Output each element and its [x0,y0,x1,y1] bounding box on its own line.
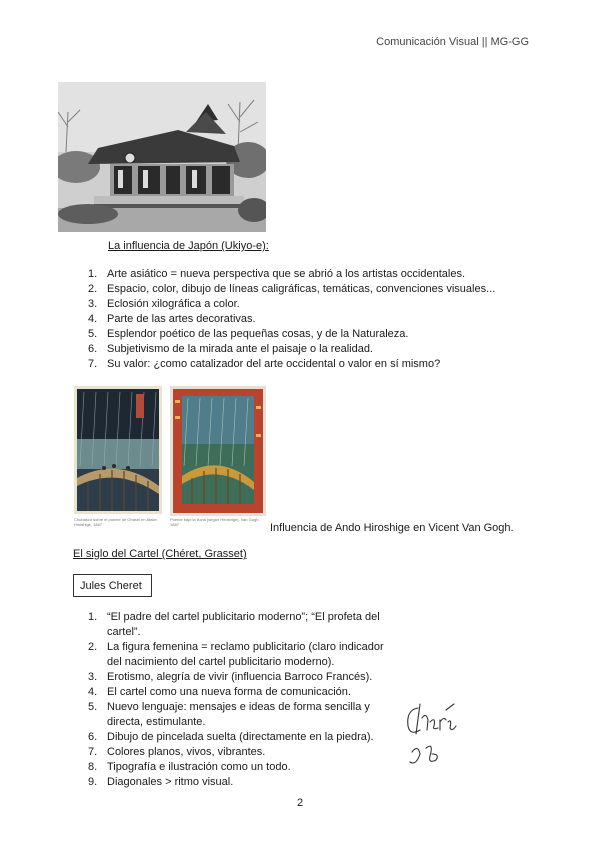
list-item: 1. “El padre del cartel publicitario moderno”; “El profeta del cartel”. [88,611,380,638]
list-item: 3. Eclosión xilográfica a color. [88,298,240,310]
jules-cheret-name-box: Jules Cheret [73,574,152,597]
list-item: 2. Espacio, color, dibujo de líneas caligráficas, temáticas, convenciones visuales... [88,283,496,295]
cheret-list [78,610,398,790]
page-number: 2 [296,797,304,809]
page-header-title: Comunicación Visual || MG-GG [376,36,529,48]
list-item: 4. El cartel como una nueva forma de comunicación. [88,686,351,698]
section-title-poster-century: El siglo del Cartel (Chéret, Grasset) [73,548,247,560]
hiroshige-print-image [74,386,162,514]
list-item: 1. Arte asiático = nueva perspectiva que se abrió a los artistas occidentales. [88,268,466,280]
list-item: 8. Tipografía e ilustración como un todo. [88,761,291,773]
list-item: 2. La figura femenina = reclamo publicitario (claro indicador del nacimiento del cartel publicitario moderno). [88,641,384,668]
hiroshige-print-caption: Chubasco sobre el puente de Ohashi en Atake. Hiroshige, 1857 [74,517,158,527]
section-title-japan-influence: La influencia de Japón (Ukiyo-e): [108,240,269,252]
van-gogh-print-caption: Puente bajo la lluvia (según Hiroshige). Van Gogh, 1887 [170,517,260,527]
list-item: 3. Erotismo, alegría de vivir (influencia Barroco Francés). [88,671,373,683]
cheret-signature-image [400,700,458,770]
list-item: 9. Diagonales > ritmo visual. [88,776,234,788]
list-item: 7. Colores planos, vivos, vibrantes. [88,746,266,758]
list-item: 5. Nuevo lenguaje: mensajes e ideas de forma sencilla y directa, estimulante. [88,701,370,728]
list-item: 5. Esplendor poético de las pequeñas cosas, y de la Naturaleza. [88,328,409,340]
japanese-pavilion-photo [58,82,266,232]
list-item: 4. Parte de las artes decorativas. [88,313,256,325]
list-item: 6. Subjetivismo de la mirada ante el paisaje o la realidad. [88,343,373,355]
japan-influence-list [78,267,538,372]
list-item: 6. Dibujo de pincelada suelta (directamente en la piedra). [88,731,374,743]
prints-caption: Influencia de Ando Hiroshige en Vicent Van Gogh. [270,522,514,534]
van-gogh-print-image [170,386,266,516]
list-item: 7. Su valor: ¿como catalizador del arte occidental o valor en sí mismo? [88,358,441,370]
